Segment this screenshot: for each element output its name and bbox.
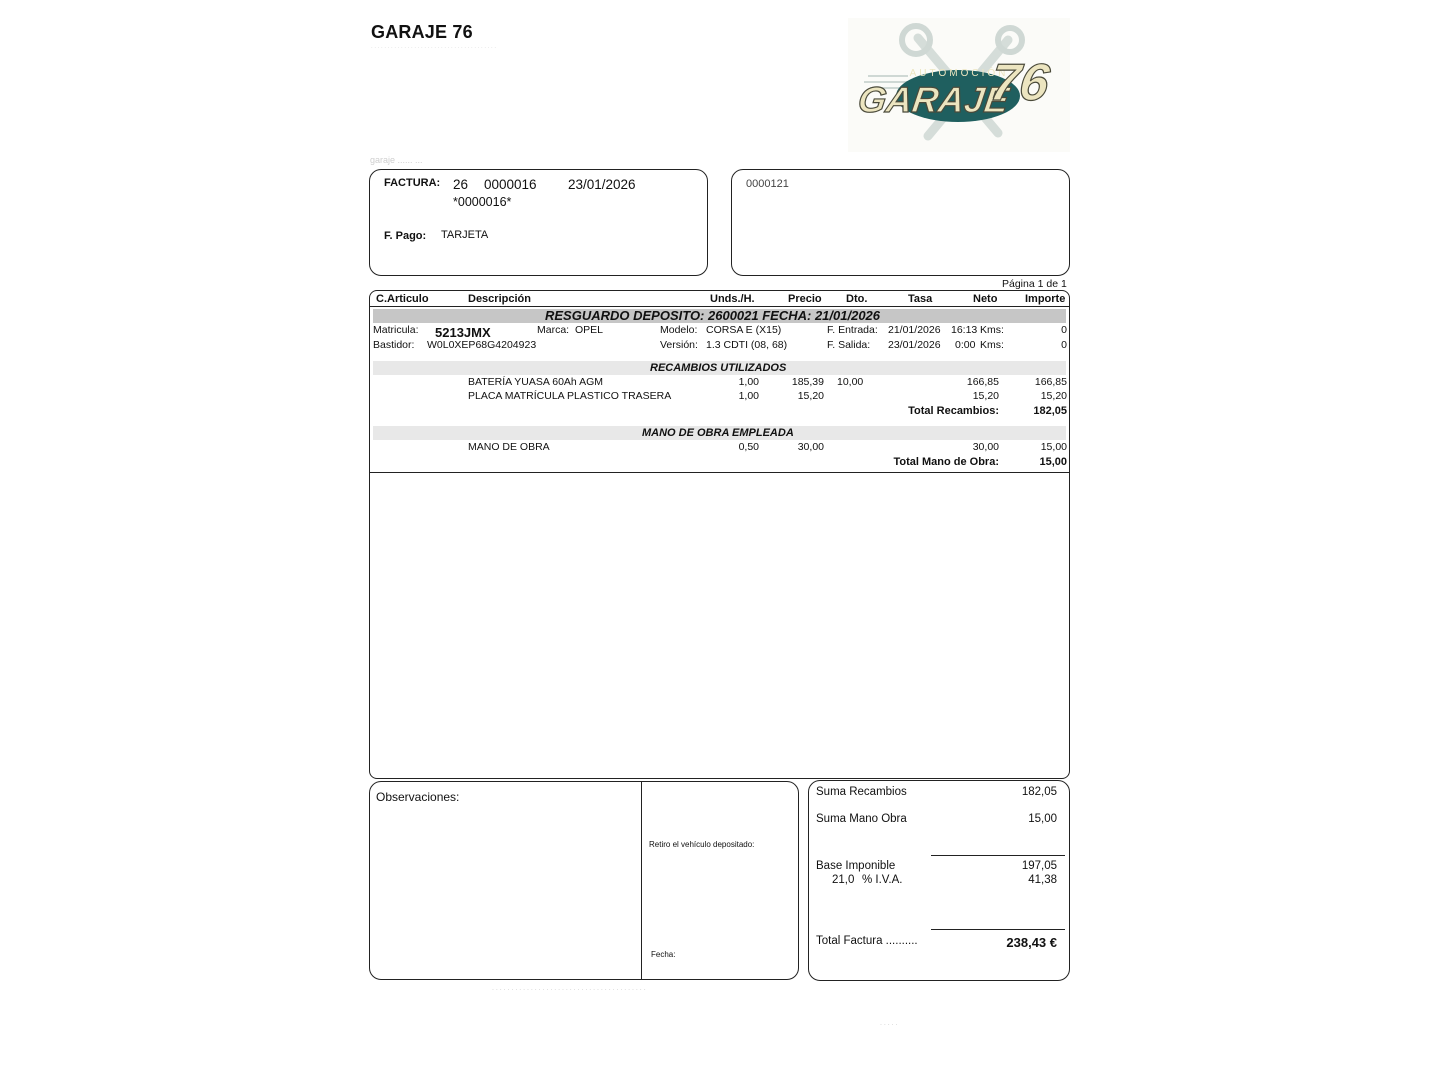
col-price: Precio [788, 293, 822, 305]
footer-mark-faint: . . . . . [880, 1020, 898, 1027]
table-header [370, 291, 1069, 307]
invoice-barcode-text: *0000016* [453, 195, 512, 209]
parts-section-title: RECAMBIOS UTILIZADOS [650, 362, 787, 374]
sum-parts-label: Suma Recambios [816, 786, 907, 798]
parts-total: 182,05 [1033, 405, 1067, 417]
version-label: Versión: [660, 339, 698, 351]
svg-text:AUTOMOCIÓN: AUTOMOCIÓN [909, 68, 1009, 79]
exit-kms: 0 [1061, 339, 1067, 351]
svg-text:76: 76 [986, 54, 1053, 112]
model-value: CORSA E (X15) [706, 324, 782, 336]
total-value: 238,43 € [1006, 935, 1057, 950]
legal-footer-faint: . . . . . . . . . . . . . . . . . . . . . . . . . . . . . . . . . . . . . . . . [492, 985, 646, 992]
labor-section-title: MANO DE OBRA EMPLEADA [642, 427, 794, 439]
line-discount: 10,00 [837, 376, 864, 388]
labor-section-bar [373, 426, 1066, 440]
company-address-faint: . . . . . . . . . . . . . . . . . . . . . . . . . . . . . . . . . . . . . . [371, 44, 497, 50]
vat-value: 41,38 [1028, 874, 1057, 886]
col-amount: Importe [1025, 293, 1066, 305]
subtotal-divider [931, 855, 1065, 856]
invoice-info-box [369, 169, 708, 276]
pickup-date-label: Fecha: [651, 950, 676, 959]
invoice-series: 26 [453, 177, 469, 192]
deposit-title: RESGUARDO DEPOSITO: 2600021 FECHA: 21/01/2026 [545, 308, 881, 323]
col-rate: Tasa [908, 293, 933, 305]
line-amount: 15,20 [1040, 390, 1067, 402]
line-price: 30,00 [797, 441, 824, 453]
sum-labor-label: Suma Mano Obra [816, 813, 907, 825]
vat-label: % I.V.A. [862, 874, 903, 886]
total-divider [931, 929, 1065, 930]
sum-parts-value: 182,05 [1021, 786, 1057, 798]
line-price: 185,39 [791, 376, 824, 388]
invoice-lines-table [369, 290, 1070, 779]
svg-text:GARAJE: GARAJE [855, 79, 1012, 120]
parts-total-label: Total Recambios: [908, 405, 999, 417]
payment-label: F. Pago: [384, 230, 427, 242]
total-label: Total Factura .......... [816, 935, 918, 947]
sum-labor-value: 15,00 [1028, 813, 1057, 825]
wrench-icon [848, 18, 1070, 152]
line-net: 30,00 [972, 441, 999, 453]
entry-kms-label: Kms: [980, 324, 1004, 336]
line-net: 166,85 [966, 376, 999, 388]
labor-total: 15,00 [1039, 456, 1067, 468]
line-amount: 15,00 [1040, 441, 1067, 453]
client-code: 0000121 [746, 178, 789, 190]
invoice-label: FACTURA: [384, 177, 441, 189]
exit-kms-label: Kms: [980, 339, 1004, 351]
company-email-faint: garaje ...... ... [370, 155, 423, 165]
line-description: MANO DE OBRA [468, 441, 550, 453]
entry-date: 21/01/2026 [888, 324, 941, 336]
col-units: Unds./H. [710, 293, 755, 305]
line-net: 15,20 [972, 390, 999, 402]
brand-value: OPEL [575, 324, 604, 336]
brand-label: Marca: [537, 324, 570, 336]
invoice-date: 23/01/2026 [568, 177, 636, 192]
plate-value: 5213JMX [435, 325, 491, 340]
line-description: PLACA MATRÍCULA PLASTICO TRASERA [468, 390, 672, 402]
line-units: 0,50 [738, 441, 759, 453]
entry-kms: 0 [1061, 324, 1067, 336]
version-value: 1.3 CDTI (08, 68) [706, 339, 788, 351]
observations-box [369, 781, 799, 980]
totals-box [808, 780, 1070, 981]
line-units: 1,00 [738, 390, 759, 402]
pickup-label: Retiro el vehículo depositado: [649, 840, 755, 849]
col-net: Neto [973, 293, 998, 305]
vat-rate: 21,0 [832, 874, 855, 886]
entry-time: 16:13 [951, 324, 978, 336]
client-info-box [731, 169, 1070, 276]
vin-label: Bastidor: [373, 339, 415, 351]
line-amount: 166,85 [1034, 376, 1067, 388]
base-value: 197,05 [1021, 860, 1057, 872]
line-units: 1,00 [738, 376, 759, 388]
model-label: Modelo: [660, 324, 698, 336]
observations-divider [641, 782, 642, 979]
plate-label: Matricula: [373, 324, 419, 336]
exit-time: 0:00 [955, 339, 976, 351]
page-number: Página 1 de 1 [1002, 278, 1067, 290]
deposit-bar [373, 309, 1066, 323]
observations-label: Observaciones: [376, 790, 460, 804]
labor-total-label: Total Mano de Obra: [893, 456, 999, 468]
invoice-number: 0000016 [484, 177, 537, 192]
col-discount: Dto. [846, 293, 868, 305]
base-label: Base Imponible [816, 860, 896, 872]
line-price: 15,20 [797, 390, 824, 402]
line-description: BATERÍA YUASA 60Ah AGM [468, 376, 604, 388]
col-article: C.Articulo [376, 293, 429, 305]
company-name: GARAJE 76 [371, 22, 473, 42]
exit-label: F. Salida: [827, 339, 871, 351]
exit-date: 23/01/2026 [888, 339, 941, 351]
parts-section-bar [373, 361, 1066, 375]
lines-end-divider [370, 472, 1069, 473]
payment-method: TARJETA [441, 229, 489, 241]
company-logo [848, 18, 1070, 152]
entry-label: F. Entrada: [827, 324, 878, 336]
vin-value: W0L0XEP68G4204923 [427, 339, 537, 351]
col-description: Descripción [468, 293, 531, 305]
